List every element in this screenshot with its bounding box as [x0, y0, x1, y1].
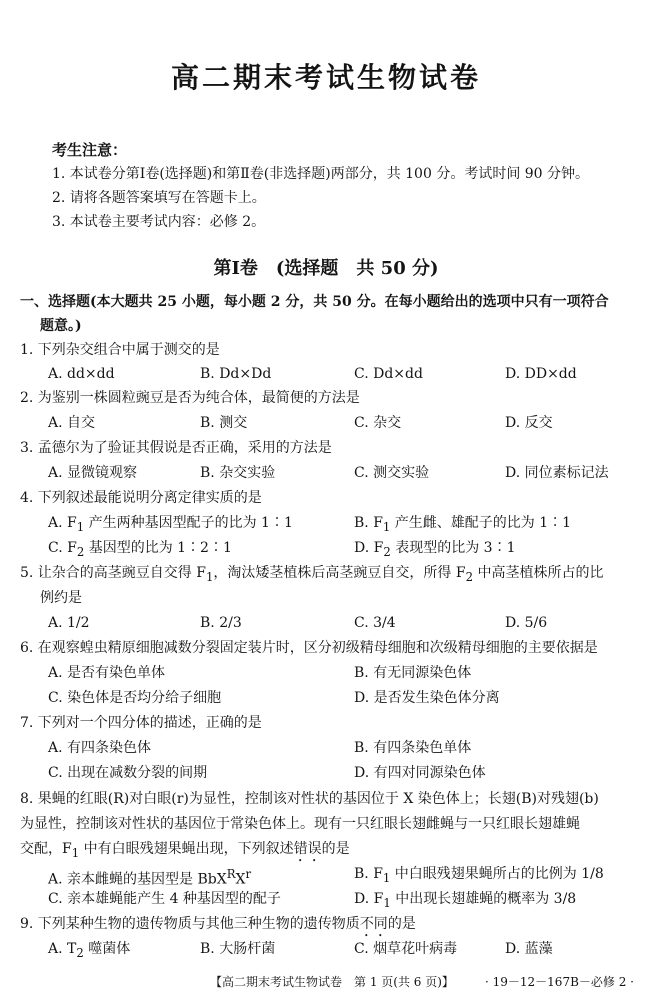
question-8-option-c: C. 亲本雄蝇能产生 4 种基因型的配子: [48, 891, 281, 907]
option-text: C. F: [48, 540, 77, 556]
option-text: 中白眼残翅果蝇所占的比例为 1/8: [390, 866, 604, 882]
question-4-option-d: [354, 538, 515, 562]
page-title: 高二期末考试生物试卷: [170, 61, 481, 94]
option-text: D. F: [354, 891, 384, 907]
question-6-stem: 6. 在观察蝗虫精原细胞减数分裂固定装片时，区分初级精母细胞和次级精母细胞的主要依据是: [20, 640, 598, 656]
question-2-stem: 2. 为鉴别一株圆粒豌豆是否为纯合体，最简便的方法是: [20, 390, 360, 406]
question-8-option-a: [48, 864, 251, 890]
superscript: R: [226, 867, 236, 881]
question-2-option-a: A. 自交: [48, 415, 96, 431]
question-2-option-c: C. 杂交: [354, 415, 402, 431]
question-8-stem-line-3: [20, 839, 635, 865]
question-6-option-d: D. 是否发生染色体分离: [354, 690, 500, 706]
stem-text: ，淘汰矮茎植株后高茎豌豆自交，所得 F: [213, 565, 466, 581]
subscript: 1: [382, 519, 391, 534]
question-3-option-a: A. 显微镜观察: [48, 465, 138, 481]
option-text: 基因型的比为 1∶2∶1: [84, 540, 232, 556]
question-3-stem: 3. 孟德尔为了验证其假说是否正确，采用的方法是: [20, 440, 332, 456]
question-3-option-d: D. 同位素标记法: [505, 465, 609, 481]
stem-text: 9. 下列某种生物的遗传物质与其他三种生物的遗传物质: [20, 916, 360, 932]
question-7-option-c: C. 出现在减数分裂的间期: [48, 765, 208, 781]
question-1-option-a: A. dd×dd: [48, 366, 115, 382]
question-6-option-a: A. 是否有染色单体: [48, 665, 166, 681]
question-7-option-d: D. 有四对同源染色体: [354, 765, 486, 781]
subscript: 2: [465, 569, 473, 584]
footer-code: · 19－12－167B－必修 2 ·: [485, 975, 634, 989]
subscript: 2: [76, 544, 85, 559]
question-4-option-a: [48, 513, 293, 537]
notice-line-3: 3. 本试卷主要考试内容：必修 2。: [52, 214, 266, 230]
subscript: 1: [71, 845, 80, 860]
question-4-stem: 4. 下列叙述最能说明分离定律实质的是: [20, 490, 262, 506]
section-title: 第Ⅰ卷 (选择题 共 50 分): [213, 258, 439, 279]
question-9-option-c: C. 烟草花叶病毒: [354, 941, 458, 957]
question-5-option-a: A. 1/2: [48, 615, 90, 631]
question-7-option-a: A. 有四条染色体: [48, 740, 152, 756]
question-5-option-b: B. 2/3: [200, 615, 242, 631]
question-9-option-d: D. 蓝藻: [505, 941, 553, 957]
stem-text: 的是: [387, 916, 416, 932]
question-5-stem-line-2: 例约是: [40, 590, 82, 606]
option-text: B. F: [354, 515, 383, 531]
stem-text: 中高茎植株所占的比: [473, 565, 604, 581]
option-text: 噬菌体: [83, 941, 131, 957]
question-2-option-d: D. 反交: [505, 415, 553, 431]
option-text: 产生雌、雄配子的比为 1∶1: [390, 515, 572, 531]
question-8-option-b: [354, 864, 604, 888]
question-8-stem-line-1: 8. 果蝇的红眼(R)对白眼(r)为显性，控制该对性状的基因位于 X 染色体上；长翅(B)对残翅(b): [20, 791, 599, 807]
question-2-option-b: B. 测交: [200, 415, 248, 431]
option-text: 表现型的比为 3∶1: [390, 540, 516, 556]
question-7-option-b: B. 有四条染色单体: [354, 740, 472, 756]
question-9-option-b: B. 大肠杆菌: [200, 941, 276, 957]
question-5-stem: [20, 563, 635, 587]
subscript: 1: [382, 870, 391, 885]
question-5-option-c: C. 3/4: [354, 615, 396, 631]
question-8-option-d: [354, 889, 576, 913]
question-6-option-c: C. 染色体是否均分给子细胞: [48, 690, 222, 706]
question-1-option-b: B. Dd×Dd: [200, 366, 272, 382]
option-text: B. F: [354, 866, 383, 882]
question-4-option-c: [48, 538, 232, 562]
question-5-option-d: D. 5/6: [505, 615, 548, 631]
emphasized-text: 不同: [359, 916, 388, 932]
option-text: A. T: [48, 941, 77, 957]
question-7-stem: 7. 下列对一个四分体的描述，正确的是: [20, 715, 262, 731]
subscript: 1: [205, 569, 214, 584]
question-1-stem: 1. 下列杂交组合中属于测交的是: [20, 342, 220, 358]
question-3-option-b: B. 杂交实验: [200, 465, 276, 481]
part-heading-line-1: 一、选择题(本大题共 25 小题，每小题 2 分，共 50 分。在每小题给出的选项中只有一项符合: [20, 294, 609, 310]
stem-text: 交配，F: [20, 841, 72, 857]
question-3-option-c: C. 测交实验: [354, 465, 430, 481]
option-text: D. F: [354, 540, 384, 556]
option-text: X: [235, 871, 246, 888]
question-1-option-d: D. DD×dd: [505, 366, 577, 382]
notice-heading: 考生注意：: [52, 141, 128, 159]
option-text: 中出现长翅雄蝇的概率为 3/8: [390, 891, 577, 907]
option-text: A. F: [48, 515, 77, 531]
emphasized-text: 错误: [293, 841, 322, 857]
question-9-option-a: [48, 939, 130, 963]
subscript: 1: [383, 895, 391, 910]
question-6-option-b: B. 有无同源染色体: [354, 665, 472, 681]
subscript: 1: [76, 519, 85, 534]
stem-text: 中有白眼残翅果蝇出现，下列叙述: [79, 841, 294, 857]
superscript: r: [245, 867, 252, 881]
subscript: 2: [76, 945, 84, 960]
question-9-stem: [20, 914, 635, 940]
stem-text: 5. 让杂合的高茎豌豆自交得 F: [20, 565, 206, 581]
question-8-stem-line-2: 为显性，控制该对性状的基因位于常染色体上。现有一只红眼长翅雌蝇与一只红眼长翅雄蝇: [20, 816, 580, 832]
part-heading-line-2: 题意。): [40, 318, 82, 334]
notice-line-1: 1. 本试卷分第Ⅰ卷(选择题)和第Ⅱ卷(非选择题)两部分，共 100 分。考试时间 90 分钟。: [52, 166, 590, 182]
question-4-option-b: [354, 513, 571, 537]
stem-text: 的是: [321, 841, 350, 857]
subscript: 2: [383, 544, 391, 559]
option-text: 产生两种基因型配子的比为 1∶1: [84, 515, 293, 531]
question-1-option-c: C. Dd×dd: [354, 366, 423, 382]
notice-line-2: 2. 请将各题答案填写在答题卡上。: [52, 190, 266, 206]
option-text: A. 亲本雌蝇的基因型是 BbX: [48, 871, 227, 888]
footer-page-info: 【高二期末考试生物试卷 第 1 页(共 6 页)】: [210, 975, 454, 989]
